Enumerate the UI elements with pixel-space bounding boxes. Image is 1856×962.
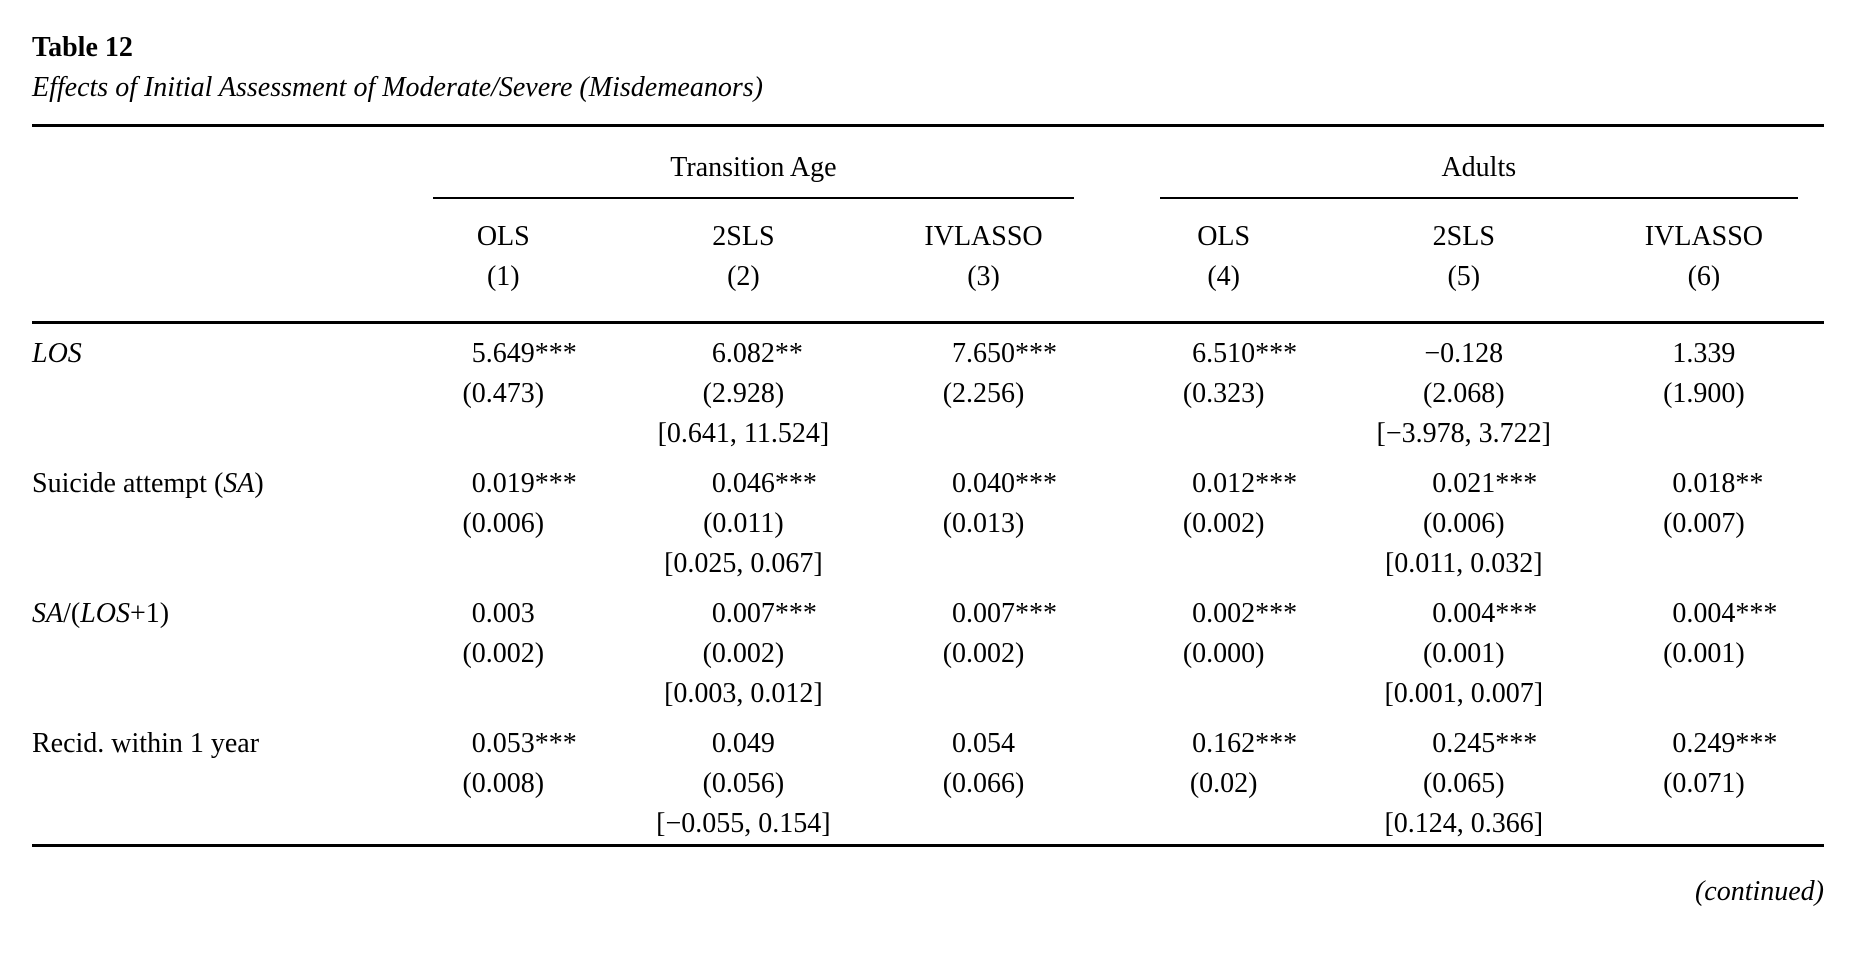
coef-cell bbox=[383, 454, 623, 584]
se-line: (0.013) bbox=[942, 508, 1025, 539]
method-label: IVLASSO bbox=[1644, 221, 1764, 252]
estimate-line: 7.650*** bbox=[952, 338, 1058, 369]
continued-note: (continued) bbox=[1694, 876, 1824, 907]
table-row bbox=[32, 584, 1824, 714]
method-label: IVLASSO bbox=[924, 221, 1043, 252]
corner-cell bbox=[32, 199, 383, 323]
column-header-3 bbox=[863, 199, 1103, 323]
se-line: (2.256) bbox=[942, 378, 1025, 409]
row-label-part: +1) bbox=[130, 598, 170, 629]
estimate-line: 5.649*** bbox=[471, 338, 577, 369]
estimate-line: 6.082** bbox=[711, 338, 803, 369]
ci-line bbox=[1584, 674, 1824, 714]
coef-cell bbox=[1104, 714, 1344, 846]
coef-cell bbox=[1584, 714, 1824, 846]
coef-cell bbox=[1344, 714, 1584, 846]
coef-cell bbox=[1584, 584, 1824, 714]
row-label-part: SA bbox=[223, 468, 255, 499]
estimate-line: 0.007*** bbox=[952, 598, 1058, 629]
ci-line bbox=[863, 804, 1103, 844]
coef-cell bbox=[1104, 454, 1344, 584]
se-line: (0.000) bbox=[1182, 638, 1265, 669]
ci-line: [−3.978, 3.722] bbox=[1376, 418, 1551, 449]
coef-cell bbox=[383, 714, 623, 846]
row-label-part: /( bbox=[63, 598, 81, 629]
ci-line: [0.011, 0.032] bbox=[1384, 548, 1543, 579]
estimate-line: 0.162*** bbox=[1192, 728, 1298, 759]
column-number: (5) bbox=[1447, 261, 1481, 292]
corner-cell bbox=[32, 126, 383, 200]
column-header-5 bbox=[1344, 199, 1584, 323]
ci-line bbox=[383, 544, 623, 584]
coef-cell bbox=[383, 323, 623, 455]
se-line: (0.006) bbox=[1422, 508, 1505, 539]
se-line: (2.928) bbox=[702, 378, 785, 409]
row-label bbox=[32, 454, 383, 584]
se-line: (0.323) bbox=[1182, 378, 1265, 409]
method-label: OLS bbox=[1197, 221, 1251, 252]
estimate-line: 0.004*** bbox=[1432, 598, 1538, 629]
ci-line bbox=[1104, 414, 1344, 454]
group-header-adults bbox=[1104, 126, 1824, 200]
estimate-line: 0.245*** bbox=[1432, 728, 1538, 759]
se-line: (0.071) bbox=[1663, 768, 1745, 799]
coef-cell bbox=[863, 714, 1103, 846]
estimate-line: 0.018** bbox=[1672, 468, 1764, 499]
se-line: (0.002) bbox=[942, 638, 1025, 669]
ci-line bbox=[1584, 414, 1824, 454]
estimate-line: 0.054 bbox=[952, 728, 1016, 759]
se-line: (0.002) bbox=[1182, 508, 1265, 539]
ci-line bbox=[383, 804, 623, 844]
table-body bbox=[32, 323, 1824, 846]
estimate-line: 0.004*** bbox=[1672, 598, 1778, 629]
results-table bbox=[32, 124, 1824, 847]
estimate-line: 0.053*** bbox=[471, 728, 577, 759]
estimate-line: 0.012*** bbox=[1192, 468, 1298, 499]
se-line: (0.065) bbox=[1422, 768, 1505, 799]
se-line: (0.02) bbox=[1189, 768, 1258, 799]
coef-cell bbox=[1344, 584, 1584, 714]
group-label: Transition Age bbox=[670, 152, 837, 183]
coef-cell bbox=[1104, 584, 1344, 714]
ci-line bbox=[1104, 804, 1344, 844]
estimate-line: 0.021*** bbox=[1432, 468, 1538, 499]
group-label: Adults bbox=[1441, 152, 1517, 183]
estimate-line: 0.003 bbox=[471, 598, 535, 629]
coef-cell bbox=[623, 714, 863, 846]
estimate-line: 0.046*** bbox=[711, 468, 817, 499]
ci-line bbox=[863, 674, 1103, 714]
row-label-part: ) bbox=[254, 468, 264, 499]
coef-cell bbox=[1344, 454, 1584, 584]
row-label-part: LOS bbox=[32, 338, 82, 369]
table-row bbox=[32, 454, 1824, 584]
ci-line bbox=[863, 414, 1103, 454]
column-number: (2) bbox=[727, 261, 760, 292]
row-label-part: Recid. within 1 year bbox=[32, 728, 260, 759]
ci-line bbox=[383, 414, 623, 454]
group-underline bbox=[433, 149, 1073, 199]
coef-cell bbox=[1584, 323, 1824, 455]
column-number: (3) bbox=[967, 261, 1000, 292]
ci-line bbox=[1584, 804, 1824, 844]
table-row bbox=[32, 714, 1824, 846]
coef-cell bbox=[623, 323, 863, 455]
ci-line: [0.641, 11.524] bbox=[657, 418, 830, 449]
row-label bbox=[32, 323, 383, 455]
table-number: Table 12 bbox=[32, 32, 133, 63]
table-header bbox=[32, 126, 1824, 323]
coef-cell bbox=[1584, 454, 1824, 584]
ci-line: [0.124, 0.366] bbox=[1384, 808, 1544, 839]
se-line: (0.008) bbox=[462, 768, 545, 799]
estimate-line: 0.002*** bbox=[1192, 598, 1298, 629]
row-label-part: Suicide attempt ( bbox=[32, 468, 224, 499]
coef-cell bbox=[863, 323, 1103, 455]
se-line: (0.007) bbox=[1663, 508, 1745, 539]
se-line: (0.011) bbox=[703, 508, 784, 539]
se-line: (0.056) bbox=[702, 768, 785, 799]
se-line: (0.002) bbox=[702, 638, 785, 669]
table-title: Effects of Initial Assessment of Moderate/Severe (Misdemeanors) bbox=[32, 72, 763, 103]
column-header-6 bbox=[1584, 199, 1824, 323]
column-number: (6) bbox=[1687, 261, 1721, 292]
method-label: 2SLS bbox=[1432, 221, 1495, 252]
column-number: (1) bbox=[486, 261, 520, 292]
se-line: (0.006) bbox=[462, 508, 545, 539]
se-line: (1.900) bbox=[1663, 378, 1745, 409]
se-line: (0.002) bbox=[462, 638, 545, 669]
estimate-line: 6.510*** bbox=[1192, 338, 1298, 369]
ci-line: [−0.055, 0.154] bbox=[656, 808, 831, 839]
group-header-row bbox=[32, 126, 1824, 200]
coef-cell bbox=[1104, 323, 1344, 455]
ci-line bbox=[1584, 544, 1824, 584]
column-header-4 bbox=[1104, 199, 1344, 323]
ci-line bbox=[1104, 674, 1344, 714]
coef-cell bbox=[863, 454, 1103, 584]
estimate-line: 1.339 bbox=[1672, 338, 1736, 369]
ci-line: [0.003, 0.012] bbox=[664, 678, 823, 709]
row-label bbox=[32, 584, 383, 714]
estimate-line: 0.249*** bbox=[1672, 728, 1778, 759]
row-label bbox=[32, 714, 383, 846]
coef-cell bbox=[1344, 323, 1584, 455]
coef-cell bbox=[383, 584, 623, 714]
se-line: (0.001) bbox=[1663, 638, 1745, 669]
se-line: (0.473) bbox=[462, 378, 545, 409]
ci-line bbox=[1104, 544, 1344, 584]
method-header-row bbox=[32, 199, 1824, 323]
coef-cell bbox=[623, 584, 863, 714]
se-line: (0.001) bbox=[1422, 638, 1505, 669]
ci-line: [0.001, 0.007] bbox=[1384, 678, 1544, 709]
estimate-line: −0.128 bbox=[1424, 338, 1504, 369]
estimate-line: 0.049 bbox=[711, 728, 775, 759]
group-underline bbox=[1160, 149, 1798, 199]
ci-line bbox=[383, 674, 623, 714]
coef-cell bbox=[863, 584, 1103, 714]
se-line: (2.068) bbox=[1422, 378, 1505, 409]
row-label-part: SA bbox=[32, 598, 64, 629]
group-header-transition-age bbox=[383, 126, 1103, 200]
ci-line: [0.025, 0.067] bbox=[664, 548, 823, 579]
method-label: 2SLS bbox=[712, 221, 775, 252]
estimate-line: 0.040*** bbox=[952, 468, 1058, 499]
column-header-2 bbox=[623, 199, 863, 323]
estimate-line: 0.019*** bbox=[471, 468, 577, 499]
coef-cell bbox=[623, 454, 863, 584]
table-row bbox=[32, 323, 1824, 455]
column-header-1 bbox=[383, 199, 623, 323]
method-label: OLS bbox=[476, 221, 530, 252]
se-line: (0.066) bbox=[942, 768, 1025, 799]
estimate-line: 0.007*** bbox=[711, 598, 817, 629]
row-label-part: LOS bbox=[80, 598, 131, 629]
column-number: (4) bbox=[1207, 261, 1240, 292]
ci-line bbox=[863, 544, 1103, 584]
